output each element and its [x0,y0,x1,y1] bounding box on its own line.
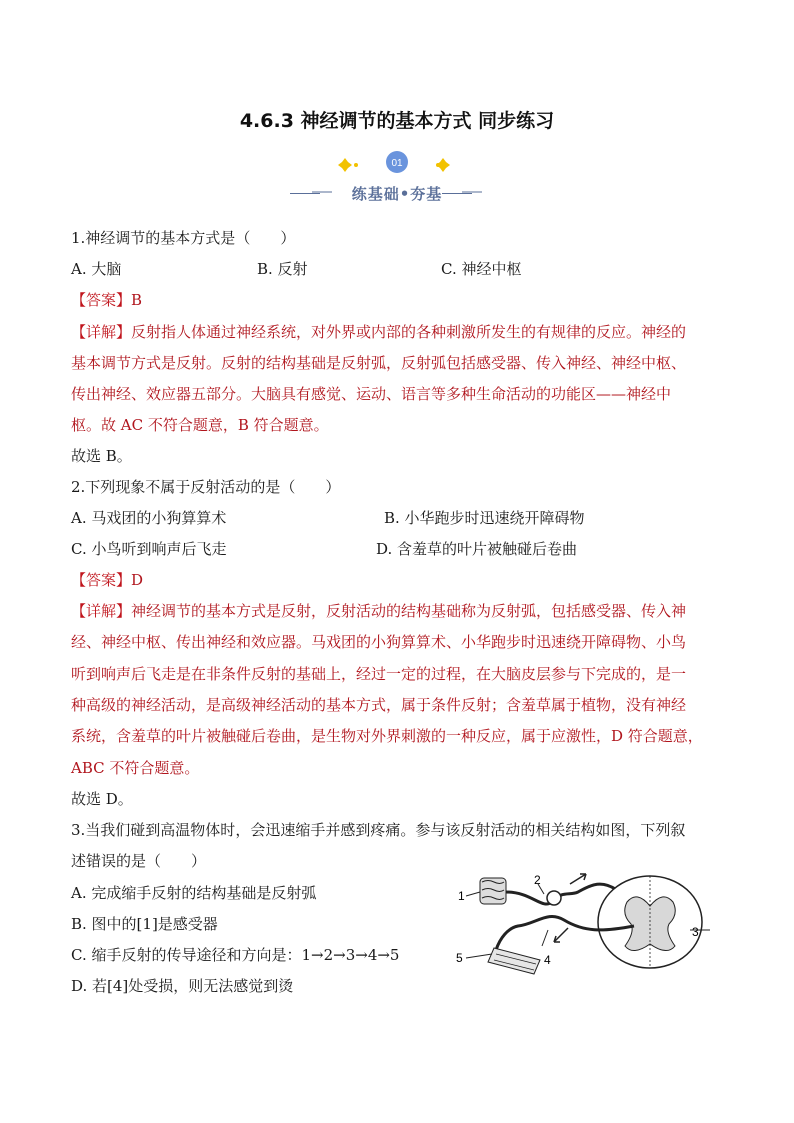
q2-detail-line-3: 听到响声后飞走是在非条件反射的基础上，经过一定的过程，在大脑皮层参与下完成的，是一 [71,665,687,683]
q1-detail-line-2: 基本调节方式是反射。反射的结构基础是反射弧，反射弧包括感受器、传入神经、神经中枢、 [71,354,687,372]
svg-text:01: 01 [391,158,403,169]
q2-answer: 【答案】D [71,571,144,589]
q1-option-c: C. 神经中枢 [441,260,522,278]
q1-detail-line-1: 【详解】反射指人体通过神经系统，对外界或内部的各种刺激所发生的有规律的反应。神经的 [71,323,687,341]
label-2: 2 [534,873,541,887]
q3-option-d: D. 若[4]处受损，则无法感觉到烫 [71,977,294,995]
effector-muscle [488,948,540,974]
sparkle-right-icon [436,158,450,172]
q2-detail-line-4: 种高级的神经活动，是高级神经活动的基本方式，属于条件反射；含羞草属于植物，没有神经 [71,696,687,714]
q1-stem: 1.神经调节的基本方式是（ ） [71,229,296,247]
q3-option-b: B. 图中的[1]是感受器 [71,915,218,933]
reflex-arc-diagram [452,862,712,982]
banner-rule-right [442,193,472,194]
spinal-cord [598,876,702,968]
label-4: 4 [544,953,551,967]
q3-stem-line-1: 3.当我们碰到高温物体时，会迅速缩手并感到疼痛。参与该反射活动的相关结构如图，下列叙 [71,821,686,839]
q1-detail-line-4: 枢。故 AC 不符合题意，B 符合题意。 [71,416,329,434]
q2-option-b: B. 小华跑步时迅速绕开障碍物 [384,509,585,527]
q2-option-a: A. 马戏团的小狗算算术 [71,509,227,527]
page-title: 4.6.3 神经调节的基本方式 同步练习 [239,110,555,132]
q1-answer: 【答案】B [71,291,143,309]
ganglion [547,891,561,905]
receptor-skin [480,878,506,904]
q2-detail-line-5: 系统，含羞草的叶片被触碰后卷曲，是生物对外界刺激的一种反应，属于应激性，D 符合题意， [71,727,703,745]
section-label: 练基础•夯基 [351,185,443,203]
q2-option-d: D. 含羞草的叶片被触碰后卷曲 [376,540,578,558]
q2-detail-line-6: ABC 不符合题意。 [71,759,200,777]
q1-option-b: B. 反射 [257,260,308,278]
q2-detail-line-1: 【详解】神经调节的基本方式是反射，反射活动的结构基础称为反射弧，包括感受器、传入神 [71,602,687,620]
sparkle-left-icon [338,158,358,172]
afferent-nerve [506,884,617,904]
q3-stem-line-2: 述错误的是（ ） [71,852,207,870]
q2-stem: 2.下列现象不属于反射活动的是（ ） [71,478,341,496]
q1-detail-line-3: 传出神经、效应器五部分。大脑具有感觉、运动、语言等多种生命活动的功能区——神经中 [71,385,672,403]
q2-detail-line-2: 经、神经中枢、传出神经和效应器。马戏团的小狗算算术、小华跑步时迅速绕开障碍物、小鸟 [71,633,687,651]
q2-option-c: C. 小鸟听到响声后飞走 [71,540,227,558]
q3-option-c: C. 缩手反射的传导途径和方向是：1→2→3→4→5 [71,946,400,964]
banner-rule-left [290,193,320,194]
q2-conclusion: 故选 D。 [71,790,133,808]
label-5: 5 [456,951,463,965]
label-3: 3 [692,925,699,939]
label-1: 1 [458,889,465,903]
q3-option-a: A. 完成缩手反射的结构基础是反射弧 [71,884,317,902]
q1-option-a: A. 大脑 [71,260,122,278]
q1-conclusion: 故选 B。 [71,447,132,465]
